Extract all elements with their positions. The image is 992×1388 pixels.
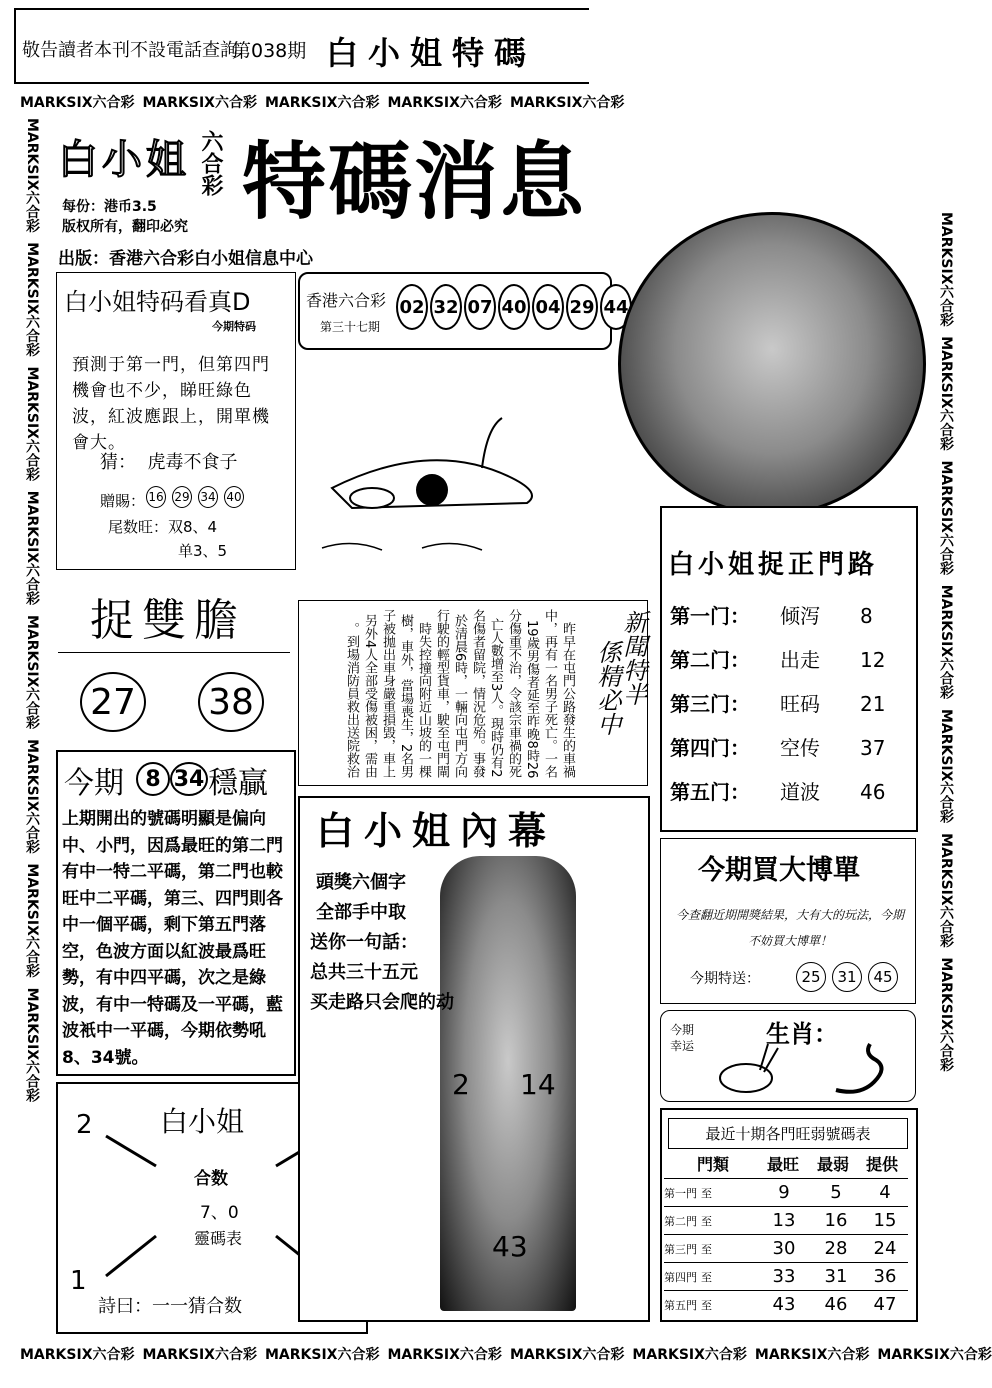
gate-value: 12 [860, 648, 886, 672]
masthead-brand-side: 六合彩 [198, 130, 223, 196]
gate-value: 37 [860, 736, 886, 760]
gate-name: 空传 [780, 736, 820, 760]
table-give-cell: 24 [873, 1238, 897, 1259]
news-heading: 新聞特半 [619, 610, 647, 706]
gates-rows [670, 600, 906, 820]
border-left-text-6: MARKSIX六合彩 [24, 739, 40, 854]
border-right-text-2: MARKSIX六合彩 [938, 336, 954, 451]
border-top-text-5: MARKSIX六合彩 [509, 95, 625, 111]
draw-numbers [396, 284, 632, 330]
border-left-text-3: MARKSIX六合彩 [24, 366, 40, 481]
border-bottom-text-3: MARKSIX六合彩 [264, 1347, 380, 1363]
table-give-cell: 4 [879, 1182, 891, 1203]
inside-num-1: 2 [452, 1068, 470, 1101]
table-gate-range: 至 [701, 1298, 712, 1312]
table-gate-label: 第三門 [664, 1242, 697, 1256]
masthead-brand: 白小姐 [58, 137, 190, 183]
pair-number-ball: 38 [198, 672, 264, 732]
gate-name: 旺码 [780, 692, 820, 716]
border-right-text-5: MARKSIX六合彩 [938, 708, 954, 824]
masthead-publisher: 出版：香港六合彩白小姐信息中心 [58, 249, 313, 269]
border-right-text-1: MARKSIX六合彩 [938, 212, 954, 327]
draw-number-ball: 32 [430, 284, 462, 330]
table-gate-label: 第二門 [664, 1214, 697, 1228]
pair-number-ball: 27 [80, 672, 146, 732]
table-row [664, 1178, 908, 1206]
bigbet-number-ball: 25 [796, 962, 826, 992]
news-body: 昨早在屯門公路發生的車禍中，再有一名男子死亡。一名19歲男傷者延至昨晚8時26分傷重不治，令該宗車禍的死亡人數增至3人。現時仍有2名傷者留院，情況危殆。事發於清晨6時，一輛向屯門方向行駛的輕型貨車，駛至屯門閘時失控撞向附近山坡的一棵樹，車外，當場喪生，2名男子被拋出車身嚴重損毀，車上另外4人全部受傷被困，需由到場消防員救出送院救治。 [344, 609, 575, 778]
table-gate-label: 第四門 [664, 1270, 697, 1284]
border-bottom-text-1: MARKSIX六合彩 [20, 1347, 135, 1363]
table-row [664, 1206, 908, 1234]
table-gate-range: 至 [701, 1214, 712, 1228]
border-top [20, 92, 625, 112]
gate-label: 第一门： [670, 604, 750, 628]
table-row [664, 1262, 908, 1290]
rabbit-icon [708, 1040, 788, 1096]
tip-guess: 猜： 虎毒不食子 [100, 452, 238, 473]
inside-num-3: 43 [492, 1230, 528, 1263]
table-gate-cell [664, 1185, 758, 1201]
draw-number-ball: 40 [498, 284, 530, 330]
header-issue: 第038期 [232, 40, 307, 62]
bigbet-number-ball: 45 [868, 962, 898, 992]
border-bottom-text-5: MARKSIX六合彩 [509, 1347, 625, 1363]
zodiac-title: 生肖： [766, 1020, 838, 1048]
table-min-cell: 28 [824, 1238, 848, 1259]
border-top-text-1: MARKSIX六合彩 [20, 95, 135, 111]
draw-number-ball: 07 [464, 284, 496, 330]
border-bottom-text-4: MARKSIX六合彩 [387, 1347, 502, 1363]
gift-number-ball: 40 [224, 486, 244, 508]
steady-title-a: 今期 [64, 766, 124, 801]
table-header-cell: 最旺 [766, 1155, 799, 1174]
inside-line: 頭獎六個字 [316, 872, 406, 893]
table-row [664, 1290, 908, 1318]
gift-number-ball: 29 [172, 486, 192, 508]
tip-title: 白小姐特码看真D [64, 288, 251, 316]
inside-lines [310, 868, 490, 1018]
gate-row [670, 688, 906, 732]
bigbet-body: 今查翻近期開獎結果，大有大的玩法，今期不妨買大博單！ [676, 908, 905, 948]
bigbet-number-ball: 31 [832, 962, 862, 992]
table-give-cell: 47 [873, 1294, 897, 1315]
table-gate-cell [664, 1269, 758, 1285]
border-left-text-8: MARKSIX六合彩 [24, 987, 40, 1103]
stats-table-header [668, 1152, 906, 1175]
cartoon-illustration [312, 398, 552, 568]
table-max-cell: 43 [772, 1294, 796, 1315]
tip-subtitle: 今期特码 [212, 320, 256, 333]
table-give-cell: 36 [873, 1266, 897, 1287]
table-max-cell: 13 [772, 1210, 796, 1231]
pair-title: 捉雙膽 [90, 595, 246, 646]
table-gate-range: 至 [701, 1242, 712, 1256]
draw-number-ball: 29 [566, 284, 598, 330]
draw-number-ball: 44 [600, 284, 632, 330]
table-gate-range: 至 [701, 1186, 712, 1200]
gate-value: 46 [860, 780, 886, 804]
tip-gift-label: 贈賜： [100, 492, 146, 510]
gates-title: 白小姐捉正門路 [668, 550, 879, 580]
border-left-text-2: MARKSIX六合彩 [24, 242, 40, 357]
steady-title-b: 穩贏 [208, 766, 268, 801]
draw-period: 第三十七期 [320, 320, 381, 334]
table-min-cell: 46 [824, 1294, 848, 1315]
draw-number-ball: 02 [396, 284, 428, 330]
compass-corner-tl: 2 [76, 1110, 93, 1140]
table-gate-cell [664, 1297, 758, 1313]
pair-divider [58, 652, 290, 653]
zodiac-side: 今期幸运 [670, 1023, 695, 1053]
gate-name: 出走 [780, 648, 820, 672]
gate-row [670, 776, 906, 820]
border-left-text-5: MARKSIX六合彩 [24, 614, 40, 730]
gate-label: 第三门： [670, 692, 750, 716]
compass-title: 白小姐 [160, 1105, 245, 1138]
gift-number-ball: 34 [198, 486, 218, 508]
gate-label: 第四门： [670, 736, 750, 760]
masthead-headline: 特碼消息 [242, 132, 587, 231]
inside-num-2: 14 [520, 1068, 556, 1101]
masthead-price: 每份：港币3.5 [62, 199, 157, 215]
table-min-cell: 31 [824, 1266, 848, 1287]
arrow-tl-icon [106, 1136, 156, 1166]
inside-line: 全部手中取 [316, 902, 406, 923]
border-right-text-6: MARKSIX六合彩 [938, 833, 954, 948]
compass-heshu: 合数 [194, 1169, 228, 1189]
gate-label: 第二门： [670, 648, 750, 672]
border-top-text-4: MARKSIX六合彩 [387, 95, 502, 111]
tip-gift-numbers [146, 486, 244, 508]
border-right [936, 212, 956, 1337]
header-title: 白小姐特碼 [326, 34, 537, 72]
border-top-text-2: MARKSIX六合彩 [142, 95, 257, 111]
gate-row [670, 644, 906, 688]
table-gate-label: 第五門 [664, 1298, 697, 1312]
table-min-cell: 5 [830, 1182, 842, 1203]
inside-line: 买走路只会爬的动 [310, 992, 454, 1013]
table-header-cell: 門類 [696, 1155, 729, 1174]
masthead-rights: 版权所有，翻印必究 [62, 219, 188, 235]
gate-row [670, 600, 906, 644]
gate-label: 第五门： [670, 780, 750, 804]
bigbet-numbers [796, 962, 898, 992]
model-photo-oval [618, 212, 926, 516]
compass-value: 7、0 [200, 1203, 239, 1223]
border-left [22, 118, 42, 1338]
bigbet-title: 今期買大博單 [698, 855, 860, 886]
inside-title: 白小姐內幕 [316, 809, 557, 853]
border-right-text-3: MARKSIX六合彩 [938, 460, 954, 575]
header-notice: 敬告讀者本刊不設電話查詢 [22, 40, 238, 61]
border-bottom-text-6: MARKSIX六合彩 [632, 1347, 747, 1363]
compass-corner-bl: 1 [70, 1266, 87, 1296]
border-top-text-3: MARKSIX六合彩 [264, 95, 380, 111]
table-max-cell: 33 [772, 1266, 796, 1287]
stats-table-title: 最近十期各門旺弱號碼表 [668, 1118, 908, 1149]
snake-icon [830, 1038, 900, 1096]
stats-table-body [664, 1178, 908, 1318]
pair-numbers [80, 672, 264, 732]
table-gate-cell [664, 1241, 758, 1257]
tip-body: 預測于第一門，但第四門機會也不少，睇旺綠色波，紅波應跟上，開單機會大。 [72, 355, 270, 453]
table-gate-range: 至 [701, 1270, 712, 1284]
table-max-cell: 9 [778, 1182, 790, 1203]
border-bottom-text-2: MARKSIX六合彩 [142, 1347, 257, 1363]
steady-body: 上期開出的號碼明顯是偏向中、小門，因爲最旺的第二門有中一特二平碼，第二門也較旺中二平碼，第三、四門則各中一個平碼，剩下第五門落空，色波方面以紅波最爲旺勢，有中四平碼，次之是綠波，有中一特碼及一平碼，藍波衹中一平碼，今期依勢吼8、34號。 [62, 809, 283, 1068]
table-gate-label: 第一門 [664, 1186, 697, 1200]
table-header-cell: 提供 [865, 1155, 898, 1174]
table-gate-cell [664, 1213, 758, 1229]
gate-value: 21 [860, 692, 886, 716]
border-right-text-7: MARKSIX六合彩 [938, 957, 954, 1072]
gate-name: 道波 [780, 780, 820, 804]
steady-num-a: 8 [136, 762, 170, 796]
gift-number-ball: 16 [146, 486, 166, 508]
table-max-cell: 30 [772, 1238, 796, 1259]
inside-line: 总共三十五元 [310, 962, 418, 983]
draw-label: 香港六合彩 [306, 291, 387, 310]
arrow-bl-icon [106, 1236, 156, 1276]
draw-number-ball: 04 [532, 284, 564, 330]
gate-name: 倾泻 [780, 604, 820, 628]
table-min-cell: 16 [824, 1210, 848, 1231]
tip-tail: 尾数旺：双8、4 [108, 518, 218, 536]
border-left-text-1: MARKSIX六合彩 [24, 118, 40, 233]
border-right-text-4: MARKSIX六合彩 [938, 584, 954, 700]
table-give-cell: 15 [873, 1210, 897, 1231]
gate-value: 8 [860, 604, 873, 628]
compass-note: 靈碼表 [194, 1229, 243, 1248]
gate-row [670, 732, 906, 776]
inside-line: 送你一句話： [310, 932, 418, 953]
border-bottom-text-7: MARKSIX六合彩 [754, 1347, 870, 1363]
steady-num-b: 34 [170, 762, 208, 796]
bigbet-send-label: 今期特送： [690, 971, 760, 987]
tip-tail-2: 单3、5 [178, 542, 228, 560]
border-bottom-text-8: MARKSIX六合彩 [877, 1347, 992, 1363]
compass-poem: 詩曰：一一猜合数 [98, 1296, 242, 1317]
border-left-text-4: MARKSIX六合彩 [24, 490, 40, 606]
table-row [664, 1234, 908, 1262]
border-bottom [20, 1344, 992, 1364]
table-header-cell: 最弱 [816, 1155, 849, 1174]
news-heading-2: 係精必中 [593, 640, 621, 736]
border-left-text-7: MARKSIX六合彩 [24, 863, 40, 978]
